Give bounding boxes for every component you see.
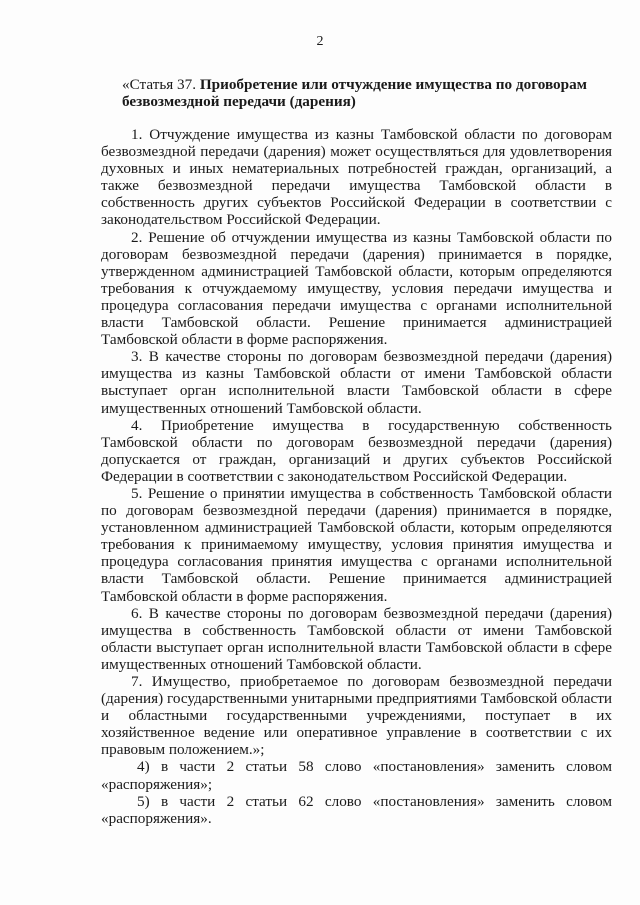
paragraph-4: 4. Приобретение имущества в государственную собственность Тамбовской области по договорам безвозмездной передачи (дарения) допускается от граждан, организаций и других субъектов Российской Федерации в соответствии с законодательством Российской Федерации. [101,416,612,485]
paragraph-7: 7. Имущество, приобретаемое по договорам безвозмездной передачи (дарения) государственными унитарными предприятиями Тамбовской области и областными государственными учреждениями, поступает в их хозяйственное ведение или оперативное управление в соответствии с их правовым положением.»; [101,673,612,759]
paragraph-1: 1. Отчуждение имущества из казны Тамбовской области по договорам безвозмездной передачи (дарения) может осуществляться для удовлетворения духовных и иных нематериальных потребностей граждан, организаций, а также безвозмездной передачи имущества Тамбовской области в собственность других субъектов Российской Федерации в соответствии с законодательством Российской Федерации. [101,126,612,229]
amendment-4: 4) в части 2 статьи 58 слово «постановления» заменить словом «распоряжения»; [101,758,612,793]
paragraph-5: 5. Решение о принятии имущества в собственность Тамбовской области по договорам безвозмездной передачи (дарения) принимается в порядке, установленном администрацией Тамбовской области, которым определяются требования к принимаемому имуществу, условия принятия имущества и процедура согласования принятия имущества с органами исполнительной власти Тамбовской области. Решение принимается администрацией Тамбовской области в форме распоряжения. [101,484,612,605]
paragraph-2: 2. Решение об отчуждении имущества из казны Тамбовской области по договорам безвозмездной передачи (дарения) принимается в порядке, утвержденном администрацией Тамбовской области, которым определяются требования к отчуждаемому имуществу, условия передачи имущества и процедура согласования передачи имущества с органами исполнительной власти Тамбовской области. Решение принимается администрацией Тамбовской области в форме распоряжения. [101,228,612,349]
paragraph-3: 3. В качестве стороны по договорам безвозмездной передачи (дарения) имущества из казны Тамбовской области от имени Тамбовской области выступает орган исполнительной власти Тамбовской области в сфере имущественных отношений Тамбовской области. [101,348,612,417]
article-number: «Статья 37. [122,76,200,93]
paragraph-6: 6. В качестве стороны по договорам безвозмездной передачи (дарения) имущества в собственность Тамбовской области от имени Тамбовской области выступает орган исполнительной власти Тамбовской области в сфере имущественных отношений Тамбовской области. [101,604,612,673]
page-number: 2 [316,34,324,49]
amendment-5: 5) в части 2 статьи 62 слово «постановления» заменить словом «распоряжения». [101,792,612,827]
document-body [101,126,612,827]
article-title: Приобретение или отчуждение имущества по договорам безвозмездной передачи (дарения) [122,76,588,111]
article-heading [122,76,612,110]
